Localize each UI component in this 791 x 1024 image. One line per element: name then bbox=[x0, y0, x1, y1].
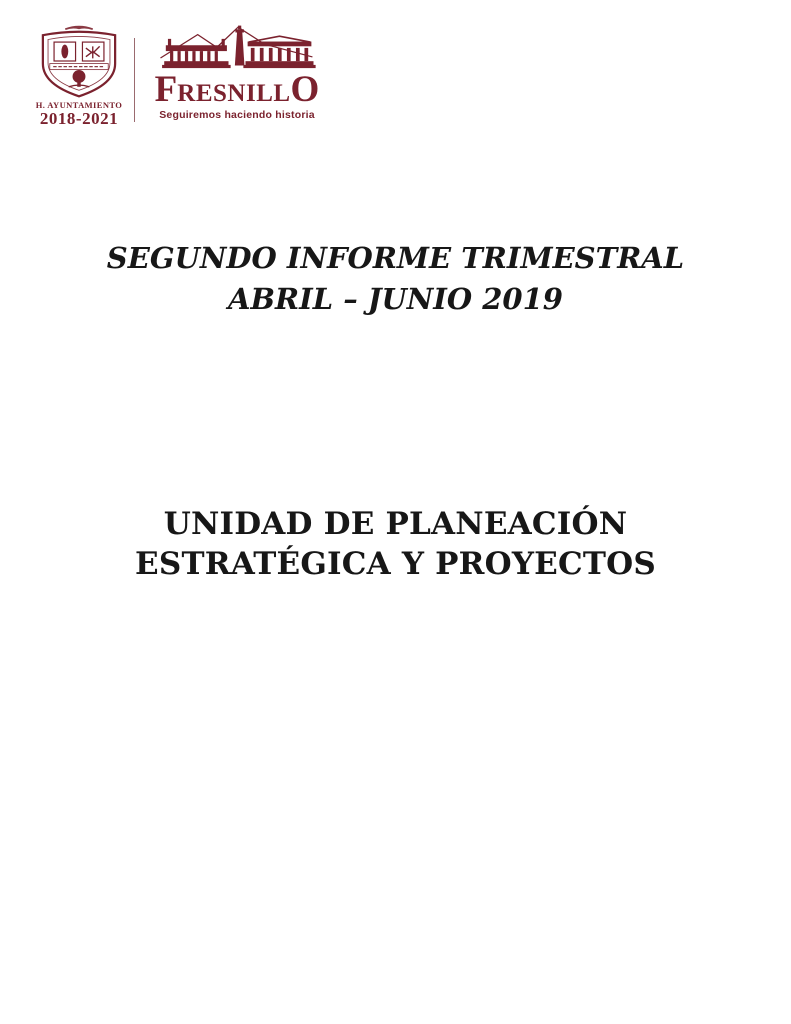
fresnillo-wordmark-first: F bbox=[154, 69, 178, 110]
fresnillo-wordmark bbox=[155, 71, 320, 108]
fresnillo-wordmark-last: O bbox=[290, 69, 320, 110]
coat-of-arms-shield-icon bbox=[36, 24, 122, 98]
fresnillo-tagline: Seguiremos haciendo historia bbox=[159, 109, 315, 121]
department-title bbox=[0, 504, 791, 584]
fresnillo-wordmark-middle: RESNILL bbox=[177, 80, 291, 107]
ayuntamiento-label: H. AYUNTAMIENTO bbox=[35, 100, 123, 110]
ayuntamiento-term: 2018-2021 bbox=[39, 109, 119, 128]
header-logos bbox=[33, 24, 321, 127]
ayuntamiento-logo bbox=[33, 24, 125, 127]
fresnillo-logo bbox=[153, 24, 321, 121]
report-title-line2: ABRIL – JUNIO 2019 bbox=[228, 282, 563, 316]
department-title-line1: UNIDAD DE PLANEACIÓN bbox=[163, 506, 628, 542]
report-title-line1: SEGUNDO INFORME TRIMESTRAL bbox=[106, 241, 685, 275]
fresnillo-skyline-icon bbox=[157, 24, 317, 75]
report-title bbox=[0, 238, 791, 320]
logo-divider bbox=[134, 38, 135, 122]
department-title-line2: ESTRATÉGICA Y PROYECTOS bbox=[135, 546, 656, 582]
